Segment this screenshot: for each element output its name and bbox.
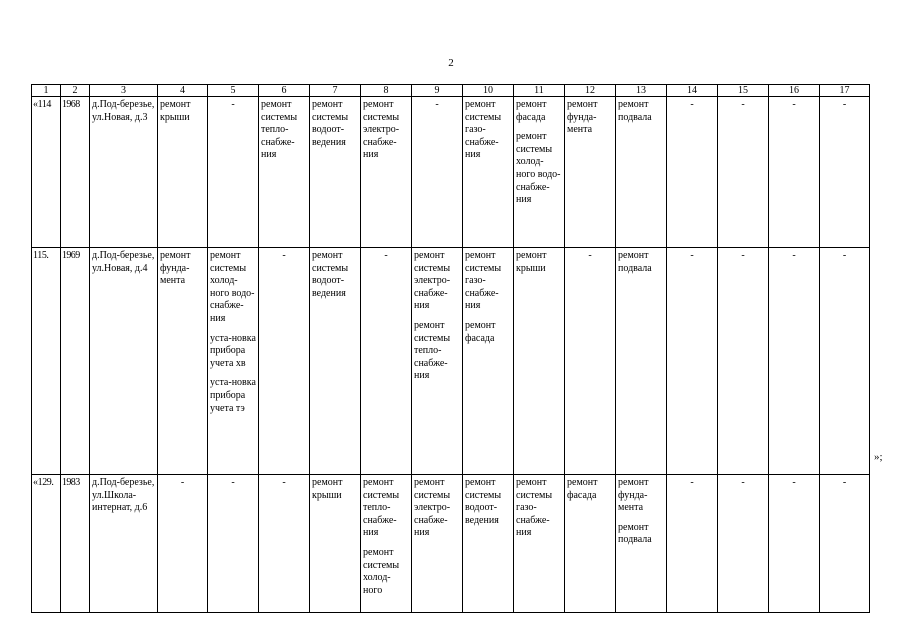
empty-dash: -	[690, 250, 694, 261]
work-cell	[718, 475, 769, 613]
work-cell	[616, 248, 667, 475]
work-item: ремонт системы водоот-ведения	[312, 250, 349, 299]
work-cell	[616, 475, 667, 613]
work-item: ремонт системы водоот-ведения	[312, 99, 349, 148]
empty-dash: -	[741, 99, 745, 110]
column-number-cell: 17	[820, 85, 870, 97]
column-number-cell: 10	[463, 85, 514, 97]
row-number-cell: 115.	[32, 248, 61, 475]
work-cell	[361, 475, 412, 613]
work-cell	[310, 475, 361, 613]
work-item: ремонт фасада	[516, 99, 547, 123]
column-number-cell: 1	[32, 85, 61, 97]
table-row	[32, 475, 870, 613]
work-item: ремонт системы электро-снабже-ния	[363, 99, 400, 161]
work-cell	[769, 248, 820, 475]
work-cell	[361, 248, 412, 475]
empty-dash: -	[842, 250, 847, 261]
build-year-cell: 1983	[61, 475, 90, 613]
work-cell	[259, 475, 310, 613]
work-item: ремонт системы тепло-снабже-ния	[363, 477, 400, 539]
column-number-cell: 5	[208, 85, 259, 97]
work-cell	[463, 248, 514, 475]
work-cell	[514, 475, 565, 613]
work-cell	[616, 97, 667, 248]
build-year-cell: 1968	[61, 97, 90, 248]
work-cell	[565, 248, 616, 475]
work-item: ремонт системы газо-снабже-ния	[465, 99, 502, 161]
work-cell	[158, 475, 208, 613]
work-cell	[310, 248, 361, 475]
build-year-cell: 1969	[61, 248, 90, 475]
work-item: ремонт фунда-мента	[160, 250, 191, 287]
work-cell	[667, 475, 718, 613]
page-number: 2	[448, 57, 454, 69]
column-number-cell: 6	[259, 85, 310, 97]
work-cell	[769, 97, 820, 248]
work-cell	[463, 97, 514, 248]
column-number-cell: 16	[769, 85, 820, 97]
work-cell	[565, 475, 616, 613]
work-item: ремонт системы холод-ного водо-снабже-ния	[210, 250, 255, 324]
work-cell	[412, 248, 463, 475]
work-cell	[769, 475, 820, 613]
empty-dash: -	[842, 477, 847, 488]
work-cell	[158, 97, 208, 248]
work-item: ремонт крыши	[312, 477, 343, 501]
empty-dash: -	[435, 99, 439, 110]
work-item: ремонт системы холод-ного водо-снабже-ния	[516, 131, 561, 206]
work-item: ремонт системы тепло-снабже-ния	[261, 99, 298, 161]
column-number-row	[32, 85, 870, 97]
row-number-cell: «129.	[32, 475, 61, 613]
work-cell	[565, 97, 616, 248]
work-item: ремонт крыши	[516, 250, 547, 274]
repair-schedule-table	[31, 84, 870, 613]
address-cell: д.Под-березье, ул.Новая, д.3	[90, 97, 158, 248]
work-item: ремонт системы газо-снабже-ния	[516, 477, 553, 539]
column-number-cell: 15	[718, 85, 769, 97]
work-item: ремонт системы газо-снабже-ния	[465, 250, 502, 312]
column-number-cell: 2	[61, 85, 90, 97]
empty-dash: -	[792, 99, 796, 110]
work-item: ремонт системы тепло-снабже-ния	[414, 319, 451, 382]
work-item: ремонт фунда-мента	[618, 477, 649, 514]
column-number-cell: 7	[310, 85, 361, 97]
work-cell	[667, 248, 718, 475]
work-cell	[820, 248, 870, 475]
work-item: ремонт фасада	[465, 319, 496, 344]
empty-dash: -	[690, 477, 694, 488]
empty-dash: -	[282, 477, 286, 488]
column-number-cell: 8	[361, 85, 412, 97]
closing-quote-mark: »;	[874, 451, 883, 463]
work-item: ремонт системы холод-ного	[363, 546, 400, 596]
table-row	[32, 248, 870, 475]
empty-dash: -	[792, 477, 796, 488]
work-item: уста-новка прибора учета тэ	[210, 377, 256, 414]
work-item: ремонт подвала	[618, 521, 652, 546]
empty-dash: -	[384, 250, 388, 261]
empty-dash: -	[792, 250, 796, 261]
work-cell	[310, 97, 361, 248]
work-cell	[514, 248, 565, 475]
work-cell	[820, 97, 870, 248]
work-cell	[208, 97, 259, 248]
empty-dash: -	[588, 250, 592, 261]
address-cell: д.Под-березье, ул.Новая, д.4	[90, 248, 158, 475]
work-item: ремонт крыши	[160, 99, 191, 123]
column-number-cell: 3	[90, 85, 158, 97]
empty-dash: -	[180, 477, 185, 488]
column-number-cell: 13	[616, 85, 667, 97]
row-number-cell: «114	[32, 97, 61, 248]
empty-dash: -	[741, 477, 745, 488]
work-cell	[718, 248, 769, 475]
work-item: ремонт фунда-мента	[567, 99, 598, 136]
column-number-cell: 11	[514, 85, 565, 97]
work-item: ремонт системы водоот-ведения	[465, 477, 502, 526]
column-number-cell: 4	[158, 85, 208, 97]
work-cell	[412, 475, 463, 613]
work-item: ремонт фасада	[567, 477, 598, 501]
empty-dash: -	[231, 477, 235, 488]
column-number-cell: 12	[565, 85, 616, 97]
empty-dash: -	[842, 99, 847, 110]
work-cell	[208, 475, 259, 613]
work-cell	[412, 97, 463, 248]
table-row	[32, 97, 870, 248]
work-cell	[463, 475, 514, 613]
work-cell	[514, 97, 565, 248]
empty-dash: -	[741, 250, 745, 261]
work-item: ремонт системы электро-снабже-ния	[414, 250, 451, 312]
work-cell	[718, 97, 769, 248]
empty-dash: -	[231, 99, 235, 110]
work-item: ремонт подвала	[618, 250, 652, 274]
work-cell	[361, 97, 412, 248]
empty-dash: -	[690, 99, 694, 110]
work-cell	[259, 97, 310, 248]
work-cell	[158, 248, 208, 475]
column-number-cell: 9	[412, 85, 463, 97]
work-cell	[820, 475, 870, 613]
work-item: ремонт системы электро-снабже-ния	[414, 477, 451, 539]
work-cell	[208, 248, 259, 475]
empty-dash: -	[282, 250, 286, 261]
address-cell: д.Под-березье, ул.Школа-интернат, д.6	[90, 475, 158, 613]
work-cell	[667, 97, 718, 248]
work-item: ремонт подвала	[618, 99, 652, 123]
column-number-cell: 14	[667, 85, 718, 97]
work-item: уста-новка прибора учета хв	[210, 332, 256, 369]
work-cell	[259, 248, 310, 475]
